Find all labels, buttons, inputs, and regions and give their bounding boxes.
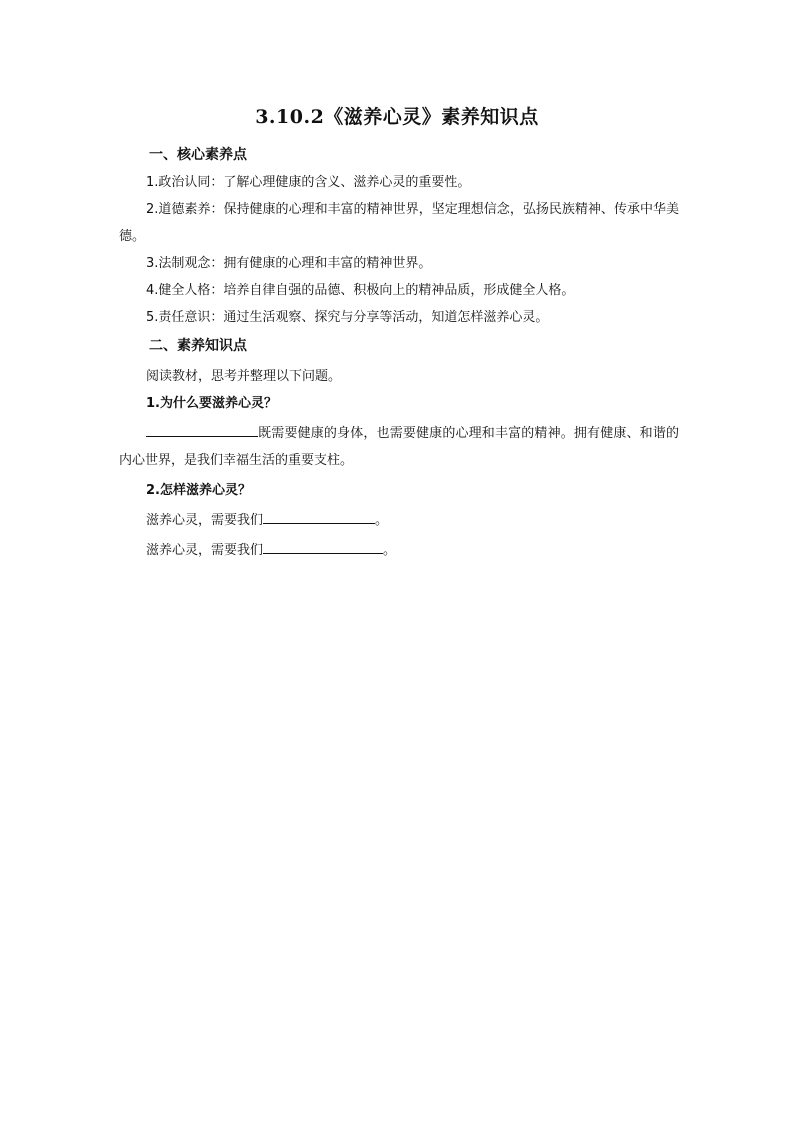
- answer-blank[interactable]: [263, 539, 383, 554]
- answer-2-line-1-suffix: 。: [375, 513, 389, 528]
- answer-blank[interactable]: [263, 509, 375, 524]
- answer-1: [119, 420, 679, 474]
- page-title: 3.10.2《滋养心灵》素养知识点: [255, 106, 539, 128]
- section-heading-knowledge-points: 二、素养知识点: [149, 338, 247, 354]
- answer-blank[interactable]: [146, 422, 258, 437]
- document-body: [119, 142, 679, 564]
- question-1: 1.为什么要滋养心灵？: [146, 396, 277, 411]
- answer-2-line-1-prefix: 滋养心灵，需要我们: [146, 513, 264, 528]
- section-heading-core-literacy: 一、核心素养点: [149, 147, 247, 163]
- answer-2-line-2-suffix: 。: [383, 543, 397, 558]
- list-item: 4.健全人格：培养自律自强的品德、积极向上的精神品质，形成健全人格。: [146, 283, 575, 298]
- answer-2-line-1: [119, 507, 679, 534]
- list-item: 1.政治认同：了解心理健康的含义、滋养心灵的重要性。: [146, 175, 471, 190]
- list-item: 2.道德素养：保持健康的心理和丰富的精神世界，坚定理想信念，弘扬民族精神、传承中华美德。: [119, 202, 679, 244]
- list-item: 3.法制观念：拥有健康的心理和丰富的精神世界。: [146, 256, 432, 271]
- answer-2-line-2: [119, 537, 679, 564]
- list-item: 5.责任意识：通过生活观察、探究与分享等活动，知道怎样滋养心灵。: [146, 310, 549, 325]
- answer-2-line-2-prefix: 滋养心灵，需要我们: [146, 543, 264, 558]
- intro-text: 阅读教材，思考并整理以下问题。: [146, 369, 342, 384]
- question-2: 2.怎样滋养心灵？: [146, 483, 251, 498]
- answer-1-text: 既需要健康的身体，也需要健康的心理和丰富的精神。拥有健康、和谐的内心世界，是我们幸福生活的重要支柱。: [119, 426, 679, 468]
